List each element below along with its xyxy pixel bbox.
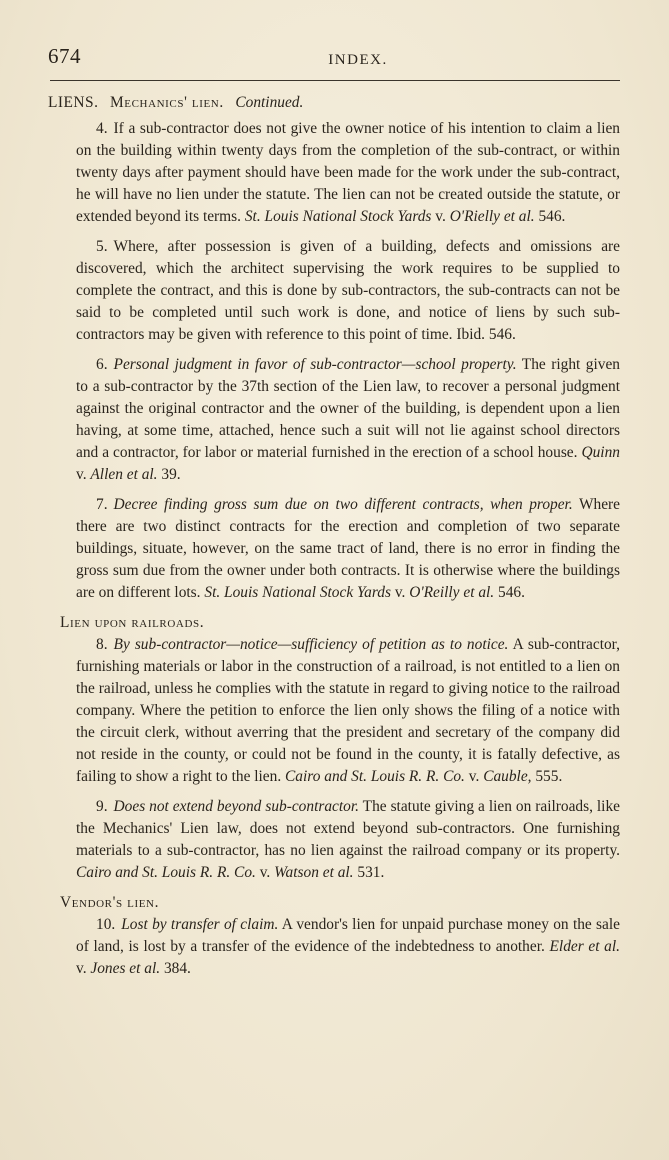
index-entry xyxy=(76,236,620,346)
index-heading xyxy=(48,92,620,114)
entry-text: The statute giving a lien on railroads, like the Mechanics' Lien law, does not extend beyond sub-contractors. One furnishing materials to a sub-contractor, has no lien against the railroad company or its property. xyxy=(76,798,620,859)
entry-number: 6. xyxy=(96,356,108,373)
citation-versus: v. xyxy=(76,960,87,977)
citation-party: Cairo and St. Louis R. R. Co. xyxy=(285,768,465,785)
index-content xyxy=(48,92,620,988)
index-entry xyxy=(76,634,620,788)
citation-page: 531. xyxy=(357,864,385,881)
citation-party: Cairo and St. Louis R. R. Co. xyxy=(76,864,256,881)
header-rule xyxy=(50,80,620,81)
citation-party: Watson et al. xyxy=(274,864,354,881)
citation-page: 546. xyxy=(538,208,566,225)
entry-text: The right given to a sub-contractor by the 37th section of the Lien law, to recover a personal judgment against the original contractor and the owner of the building, is dependent upon a lien having, at some time, attached, hence such a suit will not lie against school directors and a contractor, for labor or material furnished in the erection of a school house. xyxy=(76,356,620,461)
index-entry xyxy=(76,914,620,980)
citation-page: 555. xyxy=(535,768,563,785)
entry-text: If a sub-contractor does not give the owner notice of his intention to claim a lien on the building within twenty days from the completion of the sub-contract, or within twenty days after payment should have been made for the work under the sub-contract, he will have no lien under the statute. The lien can not be created outside the statute, or extended beyond its terms. xyxy=(76,120,620,225)
running-title: INDEX. xyxy=(328,52,388,68)
section-subhead: Vendor's lien. xyxy=(60,894,160,911)
citation-page: 384. xyxy=(163,960,191,977)
entry-number: 10. xyxy=(96,916,116,933)
citation-party: Quinn xyxy=(581,444,620,461)
entry-topic: Decree finding gross sum due on two different contracts, when proper. xyxy=(113,496,573,513)
page-header xyxy=(48,44,628,68)
citation-versus: v. xyxy=(259,864,271,881)
citation-party: O'Reilly et al. xyxy=(409,584,495,601)
citation-versus: v. xyxy=(394,584,406,601)
heading-continued: Continued. xyxy=(235,94,304,111)
entry-topic: Personal judgment in favor of sub-contractor—school property. xyxy=(113,356,517,373)
citation-page: 546. xyxy=(498,584,525,601)
entry-text: A sub-contractor, furnishing materials or labor in the construction of a railroad, is not entitled to a lien on the railroad, unless he complies with the statute in regard to giving notice to the railroad company. Where the petition to enforce the lien only shows the filing of a notice with the circuit clerk, without averring that the president and secretary of the company did not reside in the county, or could not be found in the county, it is fatally defective, as failing to show a right to the lien. xyxy=(76,636,621,785)
entry-text: Where, after possession is given of a building, defects and omissions are discovered, which the architect supervising the work requires to be supplied to complete the contract, and this is done by sub-contractors, the sub-contracts can not be said to be completed until such work is done, and notice of liens by such sub-contractors may be given with reference to this point of time. xyxy=(76,238,620,343)
entry-number: 4. xyxy=(96,120,108,137)
entry-topic: Lost by transfer of claim. xyxy=(121,916,279,933)
citation-party: St. Louis National Stock Yards xyxy=(244,208,432,225)
entry-topic: Does not extend beyond sub-contractor. xyxy=(113,798,359,815)
citation-page: Ibid. 546. xyxy=(456,326,516,343)
entry-text: A vendor's lien for unpaid purchase money on the sale of land, is lost by a transfer of the evidence of the indebtedness to another. xyxy=(76,916,620,955)
section-subhead: Lien upon railroads. xyxy=(60,614,205,631)
entry-number: 5. xyxy=(96,238,108,255)
entry-number: 9. xyxy=(96,798,108,815)
entry-number: 8. xyxy=(96,636,108,653)
index-entry xyxy=(76,354,620,486)
citation-party: Elder et al. xyxy=(549,938,620,955)
index-entry xyxy=(76,118,620,228)
citation-page: 39. xyxy=(161,466,181,483)
page-number: 674 xyxy=(48,44,81,68)
citation-party: O'Rielly et al. xyxy=(449,208,535,225)
index-entry xyxy=(76,796,620,884)
citation-party: Cauble, xyxy=(483,768,532,785)
entry-text: Where there are two distinct contracts for the erection and completion of two separate buildings, situate, however, on the same tract of land, there is no error in finding the gross sum due from the owner under both contracts. It is otherwise where the buildings are on different lots. xyxy=(76,496,620,601)
citation-versus: v. xyxy=(435,208,446,225)
heading-sub: Mechanics' lien. xyxy=(110,94,224,111)
heading-main: LIENS. xyxy=(48,94,99,111)
index-sections xyxy=(48,118,620,980)
citation-versus: v. xyxy=(468,768,480,785)
index-entry xyxy=(76,494,620,604)
citation-versus: v. xyxy=(76,466,87,483)
citation-party: Jones et al. xyxy=(90,960,161,977)
citation-party: St. Louis National Stock Yards xyxy=(204,584,391,601)
citation-party: Allen et al. xyxy=(90,466,158,483)
entry-number: 7. xyxy=(96,496,108,513)
entry-topic: By sub-contractor—notice—sufficiency of petition as to notice. xyxy=(113,636,509,653)
